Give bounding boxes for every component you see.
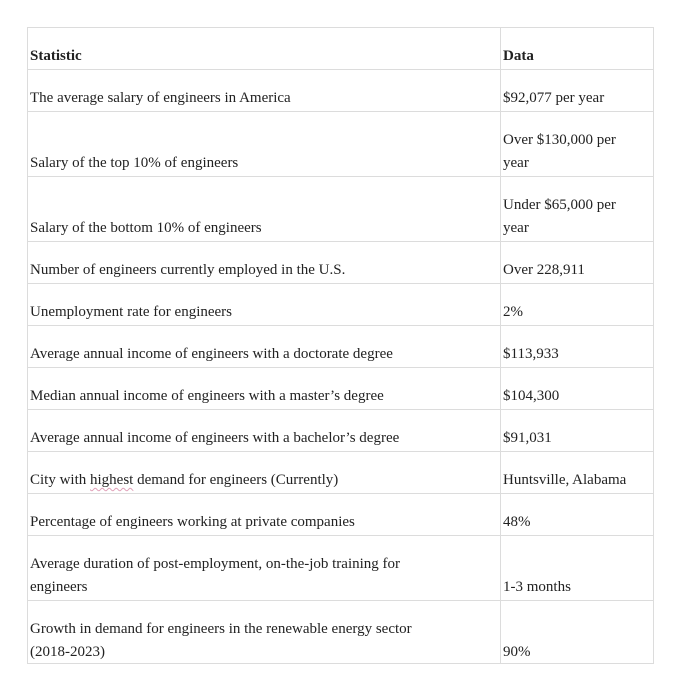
- row-statistic: Unemployment rate for engineers: [30, 304, 233, 320]
- row-statistic-line2: (2018-2023): [30, 644, 105, 660]
- row-data: Over 228,911: [503, 262, 585, 278]
- table-row: [27, 69, 654, 111]
- row-statistic-post: demand for engineers (Currently): [133, 472, 339, 488]
- row-statistic-line1: Average duration of post-employment, on-the-job training for: [30, 556, 401, 572]
- row-statistic: Average annual income of engineers with a bachelor’s degree: [30, 430, 400, 446]
- header-statistic: Statistic: [30, 48, 82, 64]
- table-row: [27, 409, 654, 451]
- row-statistic: Salary of the bottom 10% of engineers: [30, 220, 262, 236]
- spellcheck-marked-word: highest: [90, 472, 134, 488]
- row-statistic-pre: City with: [30, 472, 91, 488]
- row-statistic: Median annual income of engineers with a master’s degree: [30, 388, 384, 404]
- row-data-line1: Under $65,000 per: [503, 197, 616, 213]
- table-row: [27, 111, 654, 176]
- row-data-line2: year: [503, 155, 529, 171]
- table-row: [27, 367, 654, 409]
- row-data: 90%: [503, 644, 531, 660]
- row-data-line1: Over $130,000 per: [503, 132, 616, 148]
- row-statistic: Salary of the top 10% of engineers: [30, 155, 239, 171]
- row-statistic: The average salary of engineers in America: [30, 90, 291, 106]
- row-data: $91,031: [503, 430, 552, 446]
- table-row: [27, 283, 654, 325]
- row-data: 1-3 months: [503, 579, 571, 595]
- table-row: [27, 241, 654, 283]
- table-row: [27, 325, 654, 367]
- table-row: [27, 493, 654, 535]
- row-statistic-line2: engineers: [30, 579, 88, 595]
- header-data: Data: [503, 48, 534, 64]
- row-statistic: Number of engineers currently employed in the U.S.: [30, 262, 346, 278]
- row-statistic: Average annual income of engineers with a doctorate degree: [30, 346, 393, 362]
- row-data: 2%: [503, 304, 523, 320]
- row-data: $113,933: [503, 346, 559, 362]
- row-data: $92,077 per year: [503, 90, 605, 106]
- row-statistic: Percentage of engineers working at private companies: [30, 514, 355, 530]
- row-data-line2: year: [503, 220, 529, 236]
- table-row: [27, 600, 654, 664]
- table-row: [27, 535, 654, 600]
- row-data: 48%: [503, 514, 531, 530]
- row-statistic: [30, 469, 490, 491]
- table-header-row: [27, 28, 654, 69]
- row-data: Huntsville, Alabama: [503, 472, 627, 488]
- row-statistic-line1: Growth in demand for engineers in the renewable energy sector: [30, 621, 412, 637]
- row-data: $104,300: [503, 388, 560, 404]
- table-row: [27, 451, 654, 493]
- table-row: [27, 176, 654, 241]
